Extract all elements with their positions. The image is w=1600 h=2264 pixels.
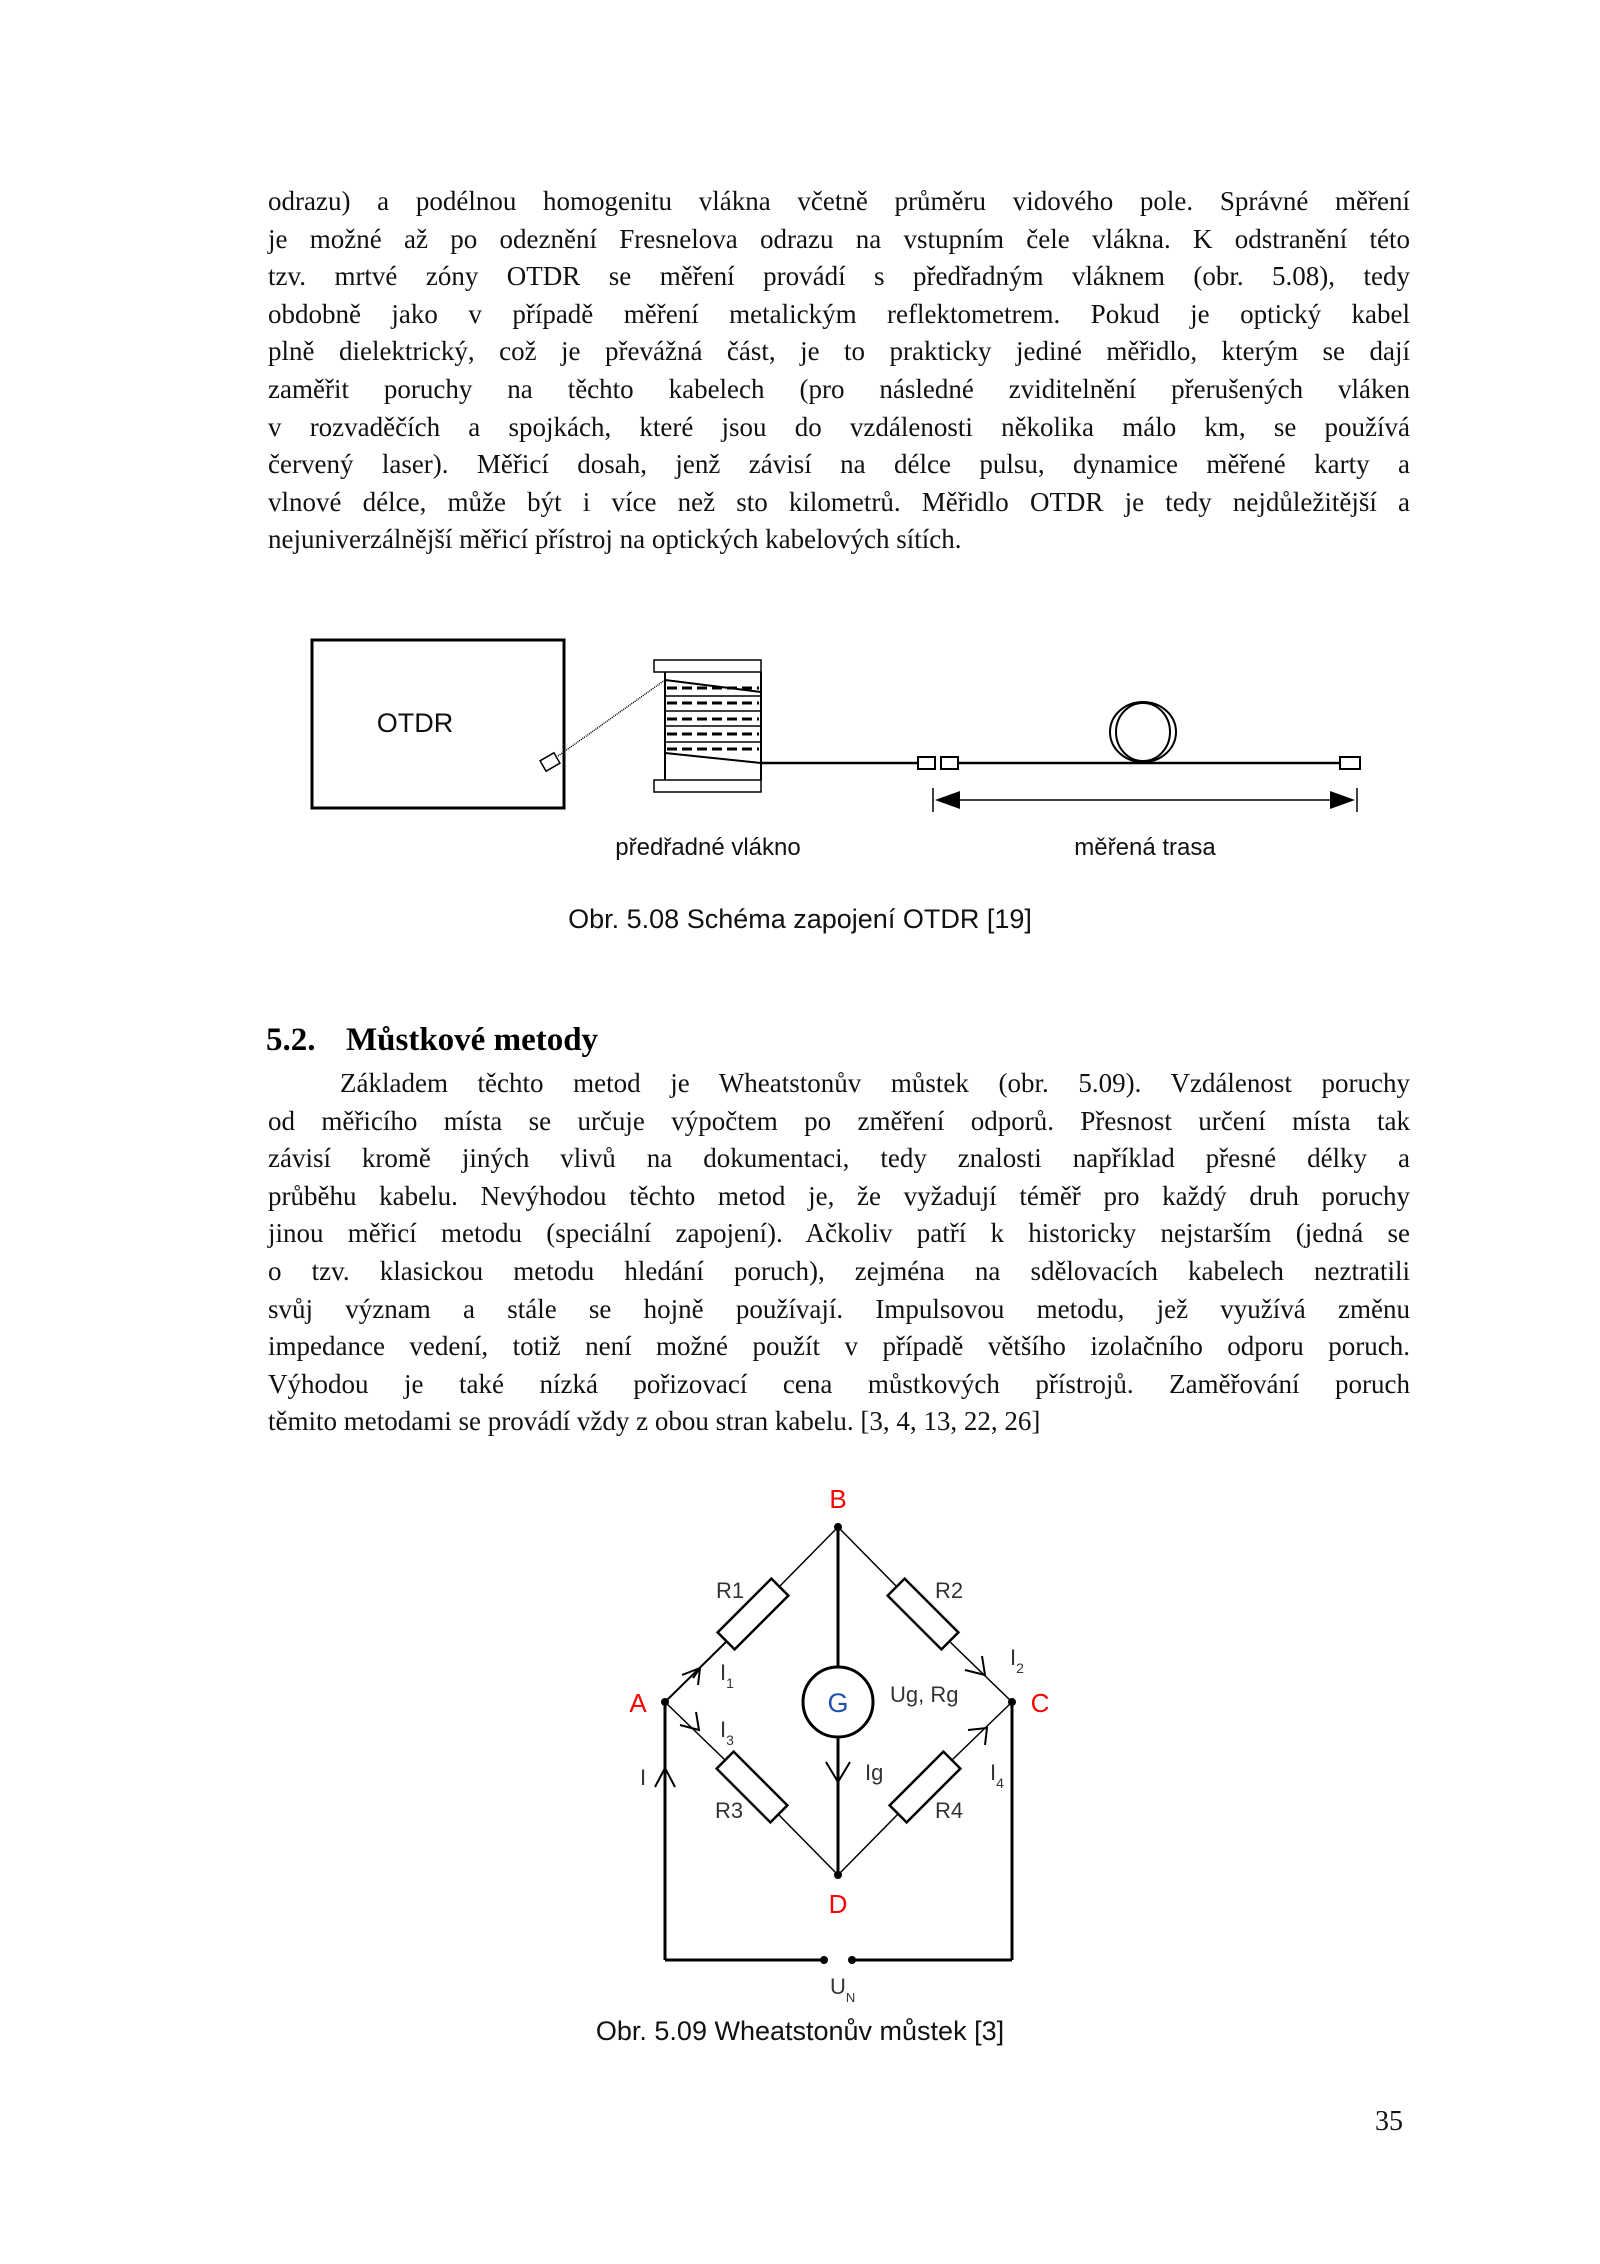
text-line: obdobně jako v případě měření metalickým reflektometrem. Pokud je optický kabel [268,298,1410,329]
fiber-loop-icon [1110,702,1176,762]
current-label-i3: $I_3$ [720,1717,734,1748]
svg-text:G: G [827,1688,849,1718]
text-line: zaměřit poruchy na těchto kabelech (pro následné zviditelnění přerušených vláken [268,373,1410,404]
patch-fiber [558,680,665,756]
galvanometer-params-label: Ug, Rg [890,1682,959,1707]
text-line: plně dielektrický, což je převážná část, je to prakticky jediné měřidlo, kterým se dají [268,336,1410,367]
paragraph-otdr [268,183,1410,559]
text-line: je možné až po odeznění Fresnelova odrazu na vstupním čele vlákna. K odstranění této [268,223,1410,254]
measured-route-dimension-arrow [933,788,1357,812]
resistor-label-r4: R4 [935,1798,964,1823]
connector-icon [941,757,958,769]
prefiber-label: předřadné vlákno [615,834,801,861]
text-line: vlnové délce, může být i více než sto kilometrů. Měřidlo OTDR je tedy nejdůležitější a [268,486,1410,517]
page-number: 35 [1375,2106,1403,2137]
text-line: tzv. mrtvé zóny OTDR se měření provádí s předřadným vláknem (obr. 5.08), tedy [268,261,1410,292]
node-b-dot [834,1523,842,1531]
text-line: v rozvaděčích a spojkách, které jsou do vzdálenosti několika málo km, se používá [268,411,1410,442]
node-a-dot [661,1698,669,1706]
text-line: odrazu) a podélnou homogenitu vlákna včetně průměru vidového pole. Správné měření [268,186,1410,216]
text-line: od měřicího místa se určuje výpočtem po změření odporů. Přesnost určení místa tak [268,1105,1410,1136]
text-line: těmito metodami se provádí vždy z obou stran kabelu. [3, 4, 13, 22, 26] [268,1406,1041,1437]
current-label-i2: $I_2$ [1010,1645,1024,1676]
section-title: Můstkové metody [346,1022,599,1058]
node-d-dot [834,1871,842,1879]
text-line: impedance vedení, totiž není možné použít v případě většího izolačního odporu poruch. [268,1331,1410,1362]
galvanometer-icon [803,1667,873,1737]
node-c-dot [1008,1698,1016,1706]
text-line: nejuniverzálnější měřicí přístroj na optických kabelových sítích. [268,524,962,555]
node-label-d: D [828,1889,848,1919]
otdr-connector-icon [540,753,560,771]
node-label-a: A [629,1688,647,1718]
resistor-label-r2: R2 [935,1578,964,1603]
node-label-b: B [829,1484,847,1514]
resistor-label-r1: R1 [716,1578,745,1603]
current-i3-arrow-icon [680,1712,699,1730]
text-line: Základem těchto metod je Wheatstonův můstek (obr. 5.09). Vzdálenost poruchy [340,1068,1410,1098]
text-line: červený laser). Měřicí dosah, jenž závisí na délce pulsu, dynamice měřené karty a [268,449,1410,480]
text-line: průběhu kabelu. Nevýhodou těchto metod je, že vyžadují téměř pro každý druh poruchy [268,1180,1410,1211]
figure-caption-bridge: Obr. 5.09 Wheatstonův můstek [3] [595,2016,1005,2046]
text-line: závisí kromě jiných vlivů na dokumentaci, tedy znalosti například přesné délky a [268,1143,1410,1174]
node-label-c: C [1030,1688,1050,1718]
source-terminal [820,1956,828,1964]
text-line: svůj význam a stále se hojně používají. Impulsovou metodu, jež využívá změnu [268,1293,1410,1324]
resistor-label-r3: R3 [715,1798,744,1823]
current-label-i4: $I_4$ [990,1760,1004,1791]
figure-caption-otdr: Obr. 5.08 Schéma zapojení OTDR [19] [568,904,1032,934]
paragraph-bridge-methods [268,1065,1410,1441]
connector-icon [1340,757,1360,769]
text-line: Výhodou je také nízká pořizovací cena můstkových přístrojů. Zaměřování poruch [268,1368,1410,1399]
source-label: $U_N$ [830,1974,856,2005]
text-line: o tzv. klasickou metodu hledání poruch), zejména na sdělovacích kabelech neztratili [268,1255,1410,1286]
otdr-label: OTDR [376,708,454,738]
source-terminal [848,1956,856,1964]
wheatstone-bridge-figure [600,1480,1080,2020]
fiber-spool-icon [654,660,761,792]
connector-icon [918,757,935,769]
measured-route-label: měřená trasa [1074,834,1216,861]
current-label-i1: $I_1$ [720,1660,734,1691]
current-label-ig: Ig [865,1760,884,1785]
section-heading [266,1022,598,1059]
section-number: 5.2. [266,1022,316,1058]
text-line: jinou měřicí metodu (speciální zapojení). Ačkoliv patří k historicky nejstarším (jedná se [268,1218,1410,1249]
current-label-i: I [640,1765,647,1790]
otdr-schematic-figure [300,630,1400,870]
